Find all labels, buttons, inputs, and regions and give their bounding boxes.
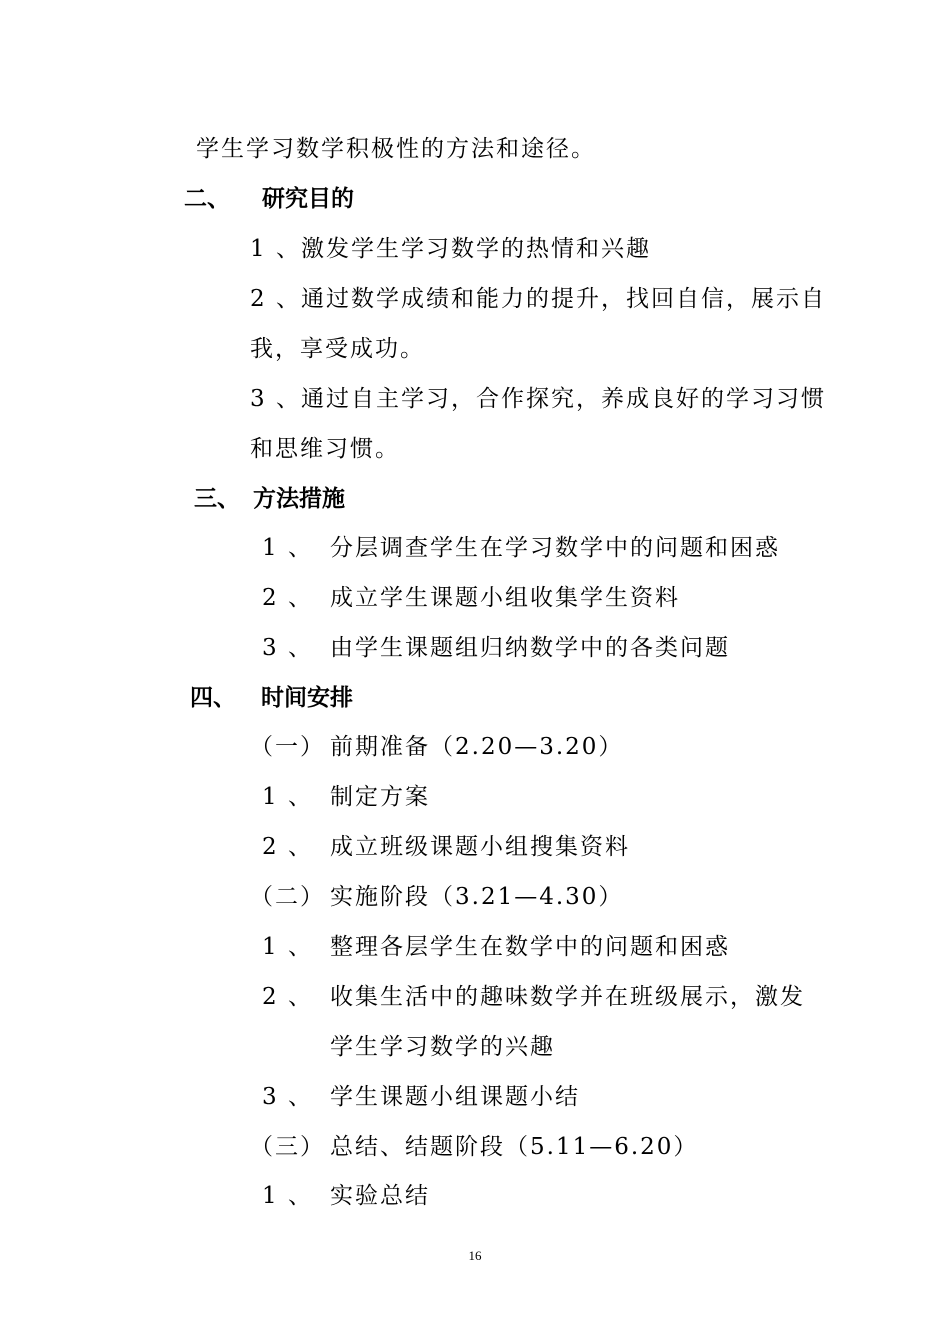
section-heading-3 bbox=[194, 484, 345, 514]
item-index: 2 、 bbox=[262, 984, 313, 1010]
item-index: 3 、 bbox=[262, 1084, 313, 1110]
section-number: 四、 bbox=[190, 685, 236, 711]
phase-text: 实施阶段（3.21—4.30） bbox=[330, 884, 624, 910]
list-item bbox=[262, 1082, 580, 1112]
phase-heading bbox=[250, 1132, 698, 1162]
item-text: 分层调查学生在学习数学中的问题和困惑 bbox=[330, 535, 780, 561]
list-item bbox=[262, 633, 730, 663]
section-title: 方法措施 bbox=[253, 486, 345, 512]
phase-index: （三） bbox=[250, 1134, 325, 1160]
list-item-continuation bbox=[262, 1032, 555, 1062]
item-text: 学生学习数学的兴趣 bbox=[330, 1034, 555, 1060]
item-text: 制定方案 bbox=[330, 784, 430, 810]
item-index: 3 、 bbox=[262, 635, 313, 661]
item-index: 2 、 bbox=[262, 834, 313, 860]
item-text: 成立学生课题小组收集学生资料 bbox=[330, 585, 680, 611]
page-number: 16 bbox=[468, 1248, 482, 1263]
phase-heading bbox=[250, 732, 623, 762]
list-item: 我，享受成功。 bbox=[250, 336, 425, 362]
item-index: 1 、 bbox=[262, 934, 313, 960]
item-index: 1 、 bbox=[262, 784, 313, 810]
section-heading-2 bbox=[184, 184, 354, 214]
phase-text: 前期准备（2.20—3.20） bbox=[330, 734, 624, 760]
list-item bbox=[262, 982, 805, 1012]
phase-text: 总结、结题阶段（5.11—6.20） bbox=[330, 1134, 699, 1160]
item-index: 2 、 bbox=[262, 585, 313, 611]
list-item bbox=[262, 832, 630, 862]
intro-continuation: 学生学习数学积极性的方法和途径。 bbox=[196, 136, 596, 162]
item-text: 成立班级课题小组搜集资料 bbox=[330, 834, 630, 860]
section-heading-4 bbox=[190, 683, 353, 713]
section-title: 研究目的 bbox=[262, 186, 354, 212]
list-item bbox=[262, 932, 730, 962]
list-item bbox=[262, 533, 780, 563]
item-index: 1 、 bbox=[262, 535, 313, 561]
section-number: 二、 bbox=[184, 186, 230, 212]
list-item: 和思维习惯。 bbox=[250, 436, 400, 462]
item-text: 收集生活中的趣味数学并在班级展示，激发 bbox=[330, 984, 805, 1010]
phase-index: （一） bbox=[250, 734, 325, 760]
list-item bbox=[262, 583, 680, 613]
item-text: 整理各层学生在数学中的问题和困惑 bbox=[330, 934, 730, 960]
item-index: 1 、 bbox=[262, 1183, 313, 1209]
section-number: 三、 bbox=[194, 486, 240, 512]
list-item: 1 、激发学生学习数学的热情和兴趣 bbox=[250, 236, 651, 262]
phase-index: （二） bbox=[250, 884, 325, 910]
item-text: 由学生课题组归纳数学中的各类问题 bbox=[330, 635, 730, 661]
list-item bbox=[262, 782, 430, 812]
item-text: 学生课题小组课题小结 bbox=[330, 1084, 580, 1110]
list-item bbox=[262, 1181, 430, 1211]
item-text: 实验总结 bbox=[330, 1183, 430, 1209]
section-title: 时间安排 bbox=[261, 685, 353, 711]
list-item: 2 、通过数学成绩和能力的提升，找回自信，展示自 bbox=[250, 286, 826, 312]
list-item: 3 、通过自主学习，合作探究，养成良好的学习习惯 bbox=[250, 386, 826, 412]
phase-heading bbox=[250, 882, 623, 912]
